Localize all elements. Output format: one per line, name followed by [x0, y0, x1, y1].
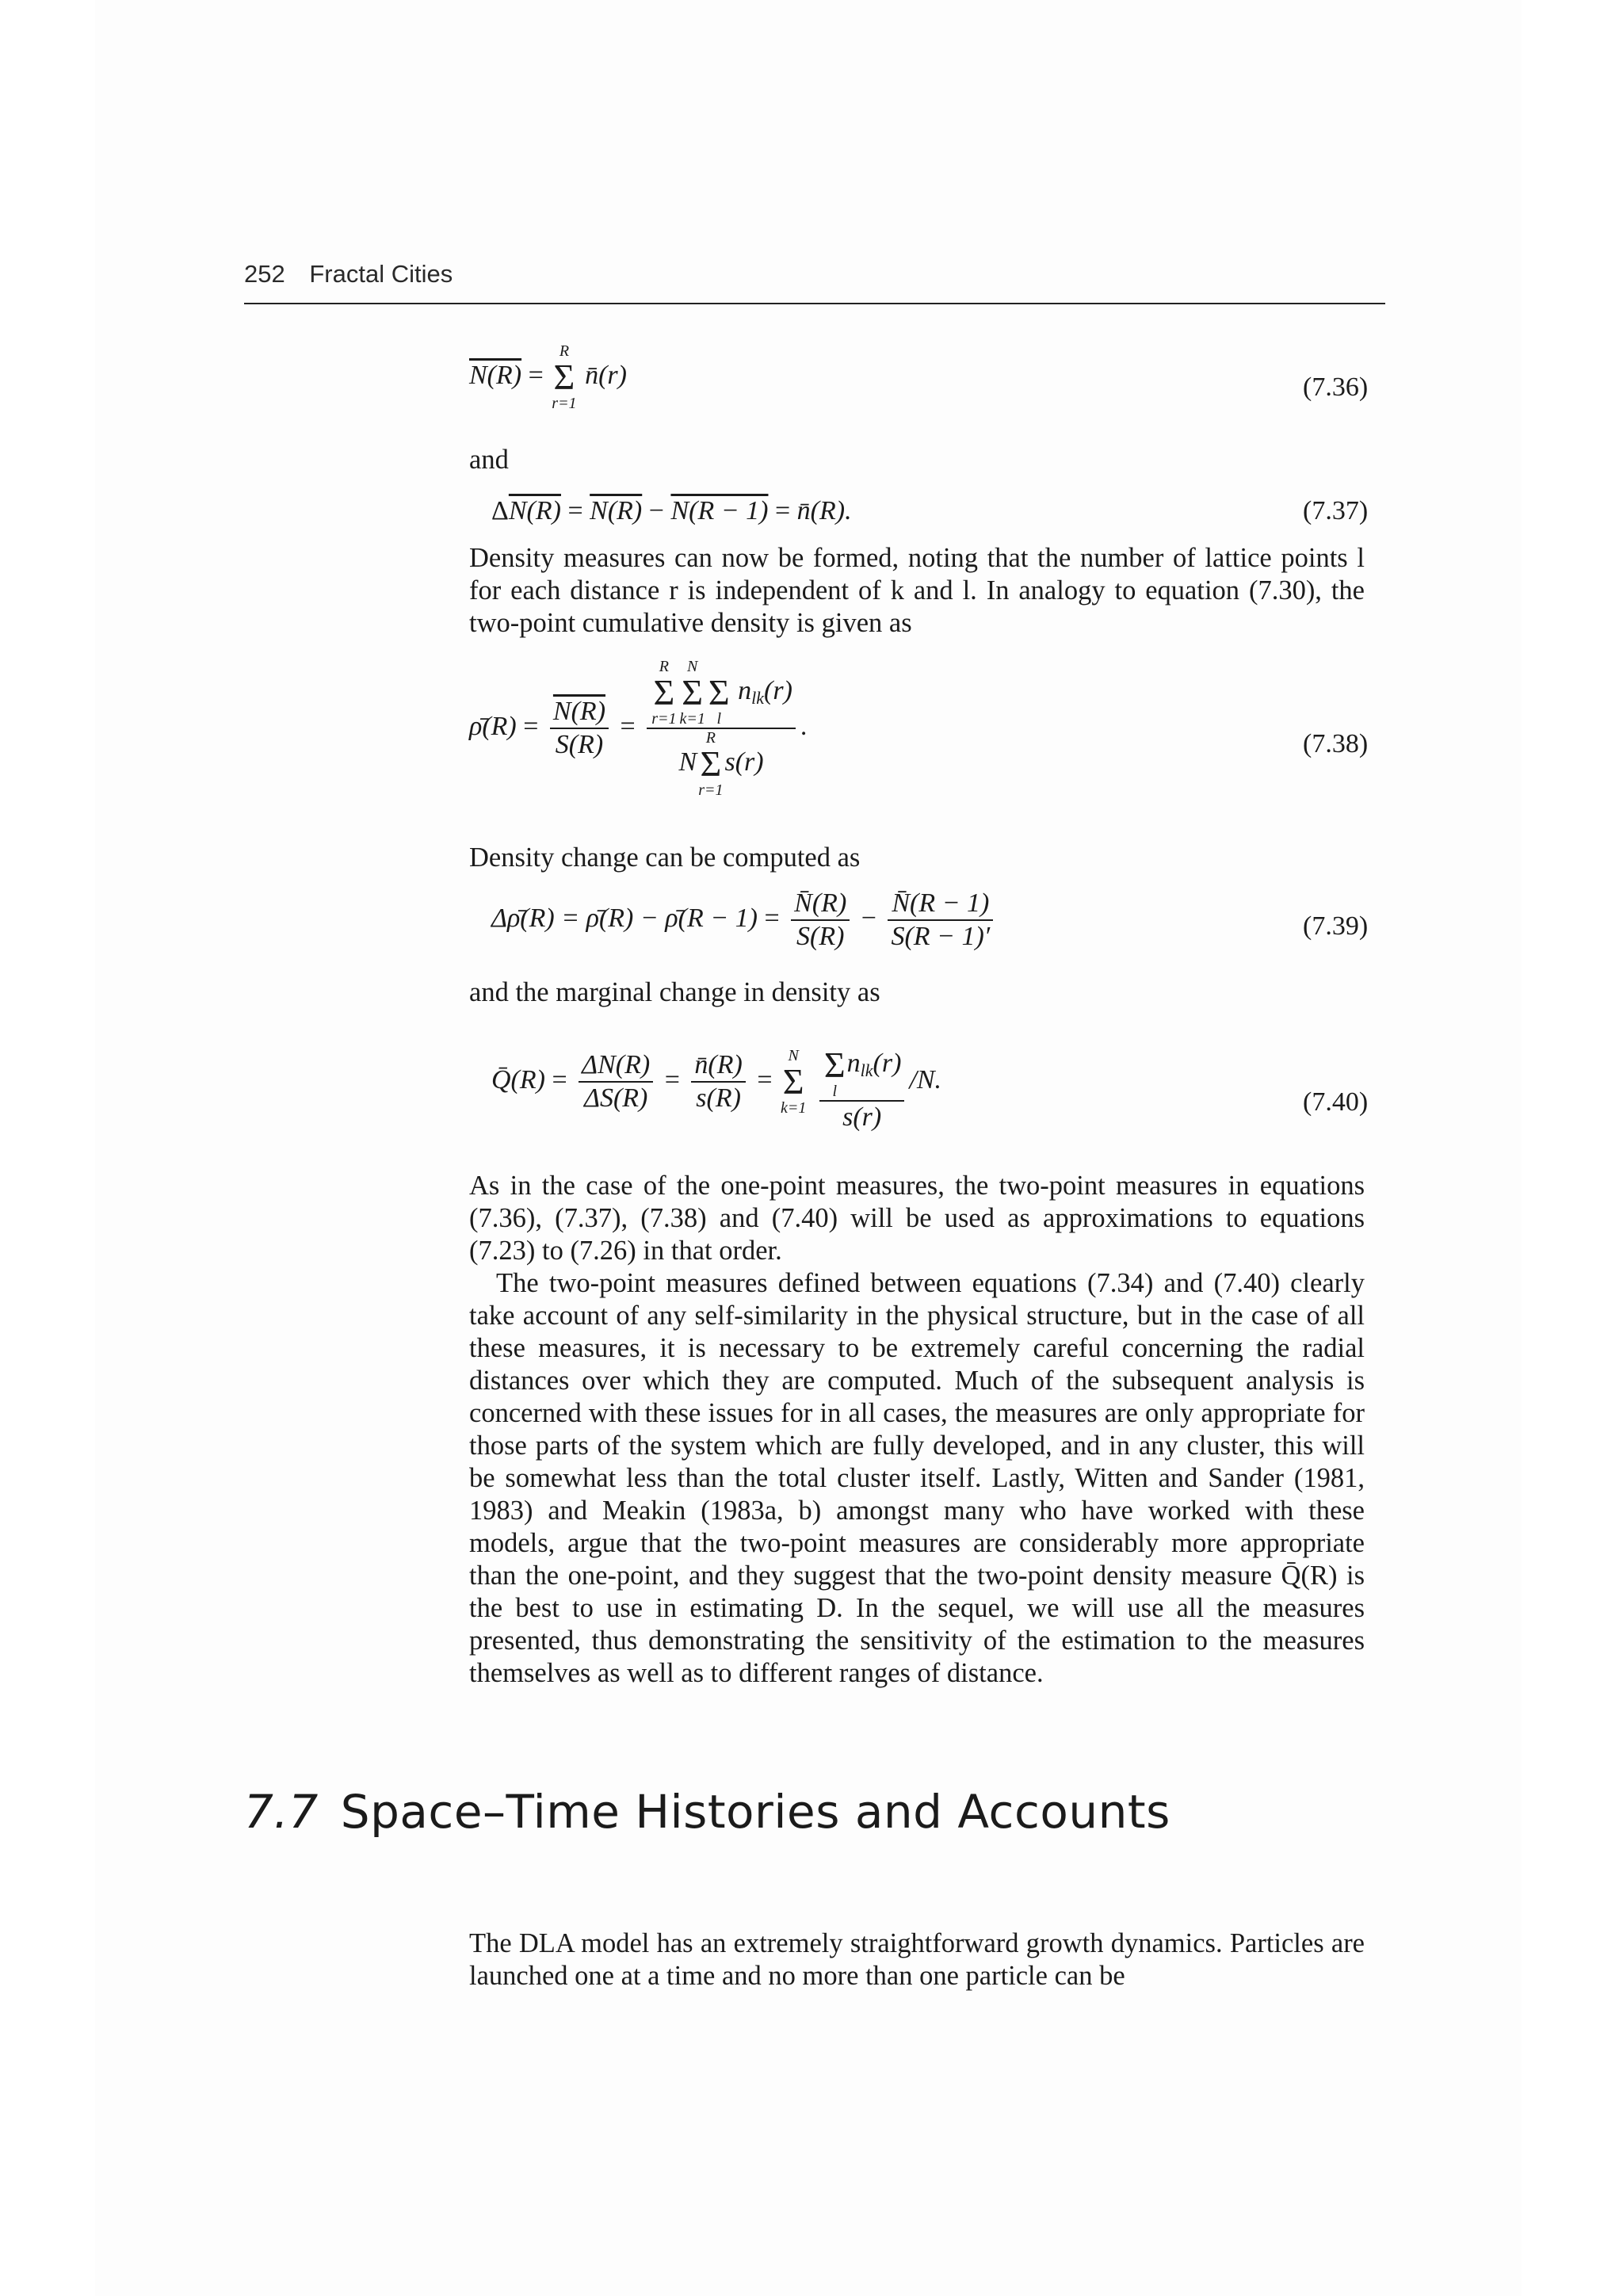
eq-7-40-f1-num: ΔN(R) — [579, 1049, 653, 1083]
eq-7-40-frac3 — [819, 1030, 905, 1133]
eq-7-37-c: N(R − 1) — [670, 496, 769, 525]
eq-7-38-lim-l: l — [716, 710, 722, 728]
eq-7-36-sum — [552, 342, 576, 412]
eq-7-38-lim-R: R — [659, 658, 669, 675]
eq-7-37-d: n̄(R). — [796, 496, 852, 525]
header-rule — [244, 303, 1385, 304]
section-heading — [244, 1785, 1170, 1839]
page-number: 252 — [244, 260, 285, 288]
eq-7-38-dot: . — [800, 711, 808, 741]
paragraph-3: and the marginal change in density as — [469, 977, 880, 1007]
eq-7-37-eq2: = — [774, 496, 791, 525]
eq-7-36-sum-lower: r=1 — [552, 395, 577, 412]
eq-7-38-term: n — [738, 675, 752, 705]
eq-7-36-term: n̄(r) — [585, 360, 627, 390]
paragraph-5-text: The two-point measures defined between equations (7.34) and (7.40) clearly take account of any self-similarity in the physical structure, but in the case of all these measures, it is necessary to be extremely careful concerning the radial distances over which they are computed. Much of the subsequent analysis is concerned with these issues for in all cases, the measures are only appropriate for those parts of the system which are fully developed, and in any cluster, this will be somewhat less than the total cluster itself. Lastly, Witten and Sander (1981, 1983) and Meakin (1983a, b) amongst many who have worked with these models, argue that the two-point measures are considerably more appropriate than the one-point, and they suggest that the two-point density measure Q̄(R) is the best to use in estimating D. In the sequel, we will use all the measures presented, thus demonstrating the sensitivity of the estimation to the measures themselves as well as to different ranges of distance. — [469, 1268, 1365, 1688]
eq-7-39-minus: − — [861, 903, 876, 933]
eq-7-40-sum-upper: N — [788, 1047, 799, 1064]
eq-7-37-a: N(R) — [508, 496, 561, 525]
running-title: Fractal Cities — [309, 260, 453, 288]
section-number: 7.7 — [244, 1785, 319, 1839]
eq-7-39-f1-den: S(R) — [796, 922, 845, 951]
eq-7-38-frac2-num: R Σ r=1 N Σ k=1 Σ l $n_{lk}(r)$ — [647, 658, 796, 729]
paragraph-4-5 — [469, 1170, 1365, 1690]
eq-7-37-b: N(R) — [590, 496, 643, 525]
eq-7-40-frac2 — [691, 1049, 745, 1114]
eq-number-7-39: (7.39) — [1303, 911, 1369, 941]
eq-7-39-frac2 — [888, 888, 993, 953]
running-header — [244, 260, 1385, 288]
eq-7-38-lhs: ρ̄(R) — [469, 711, 517, 741]
paragraph-6 — [469, 1927, 1365, 1992]
eq-7-40-frac3-num: Σ l $n_{lk}(r)$ — [819, 1030, 905, 1102]
eq-7-40-f1-den: ΔS(R) — [583, 1083, 648, 1113]
eq-7-39-f2-den: S(R − 1)′ — [891, 922, 991, 951]
eq-7-40-lhs: Q̄(R) — [491, 1064, 545, 1095]
eq-7-38-frac2 — [647, 658, 796, 799]
equation-7-38 — [469, 658, 807, 799]
eq-7-38-den-term: s(r) — [724, 747, 764, 777]
eq-7-38-eq2: = — [620, 711, 636, 741]
eq-7-38-term-arg: (r) — [764, 675, 792, 705]
eq-7-38-frac1-num: N(R) — [550, 696, 609, 729]
paragraph-1-text: Density measures can now be formed, noting that the number of lattice points l for each distance r is independent of k and l. In analogy to equation (7.30), the two-point cumulative density is given as — [469, 543, 1365, 638]
eq-7-38-frac2-den: N R Σ r=1 s(r) — [678, 729, 764, 799]
sigma-symbol: Σ — [553, 357, 575, 397]
eq-7-40-outer-sum: N Σ k=1 — [781, 1047, 807, 1117]
eq-7-38-den-upper: R — [705, 729, 716, 747]
eq-7-39-eq: = — [764, 903, 780, 933]
equation-7-39 — [491, 888, 998, 953]
eq-7-36-equals: = — [528, 360, 544, 390]
eq-7-39-lhs: Δρ̄(R) = ρ̄(R) − ρ̄(R − 1) — [491, 903, 758, 933]
eq-number-7-38: (7.38) — [1303, 729, 1369, 758]
eq-7-40-frac3-den: s(r) — [842, 1102, 882, 1132]
eq-7-36-lhs: N(R) — [469, 360, 522, 390]
eq-7-38-lim-N: N — [687, 658, 698, 675]
eq-7-38-den-N: N — [678, 747, 697, 777]
eq-7-40-f2-den: s(R) — [696, 1083, 741, 1113]
eq-number-7-40: (7.40) — [1303, 1087, 1369, 1117]
eq-7-38-den-lower: r=1 — [698, 781, 724, 799]
eq-7-38-frac1 — [550, 696, 609, 761]
eq-7-37-minus: − — [648, 496, 664, 525]
eq-7-40-f2-num: n̄(R) — [691, 1049, 745, 1083]
paragraph-1 — [469, 542, 1365, 640]
paragraph-2: Density change can be computed as — [469, 842, 861, 873]
eq-7-40-frac1 — [579, 1049, 653, 1114]
eq-number-7-36: (7.36) — [1303, 372, 1369, 402]
equation-7-40 — [491, 1030, 941, 1133]
and-text-1: and — [469, 445, 509, 475]
eq-7-40-tail: /N. — [909, 1064, 942, 1095]
eq-7-40-eq2: = — [664, 1064, 680, 1095]
eq-7-37-delta: Δ — [491, 496, 509, 525]
eq-7-36-sum-upper: R — [559, 342, 570, 360]
eq-7-40-eq1: = — [552, 1064, 567, 1095]
eq-number-7-37: (7.37) — [1303, 496, 1369, 525]
eq-7-38-frac1-den: S(R) — [555, 730, 604, 759]
eq-7-38-lim-k1: k=1 — [679, 710, 705, 728]
eq-7-37-eq1: = — [567, 496, 583, 525]
eq-7-38-eq1: = — [523, 711, 539, 741]
eq-7-39-f2-num: N̄(R − 1) — [888, 888, 993, 921]
equation-7-36 — [469, 342, 627, 412]
paragraph-6-text: The DLA model has an extremely straightforward growth dynamics. Particles are launched one at a time and no more than one particle can be — [469, 1928, 1365, 1991]
section-title: Space–Time Histories and Accounts — [340, 1785, 1170, 1839]
paragraph-4-text: As in the case of the one-point measures, the two-point measures in equations (7.36), (7.37), (7.38) and (7.40) will be used as approximations to equations (7.23) to (7.26) in that order. — [469, 1171, 1365, 1266]
eq-7-40-term-sub: lk — [860, 1060, 873, 1080]
eq-7-39-f1-num: N̄(R) — [791, 888, 850, 921]
eq-7-40-term-arg: (r) — [873, 1048, 902, 1078]
eq-7-38-lim-r1: r=1 — [651, 710, 677, 728]
equation-7-37 — [491, 496, 852, 526]
eq-7-40-term: n — [846, 1048, 861, 1078]
eq-7-40-eq3: = — [757, 1064, 773, 1095]
eq-7-40-sum-lower: k=1 — [781, 1099, 807, 1117]
eq-7-38-term-sub: lk — [751, 687, 765, 708]
eq-7-39-frac1 — [791, 888, 850, 953]
eq-7-40-inner-lower: l — [832, 1083, 838, 1100]
